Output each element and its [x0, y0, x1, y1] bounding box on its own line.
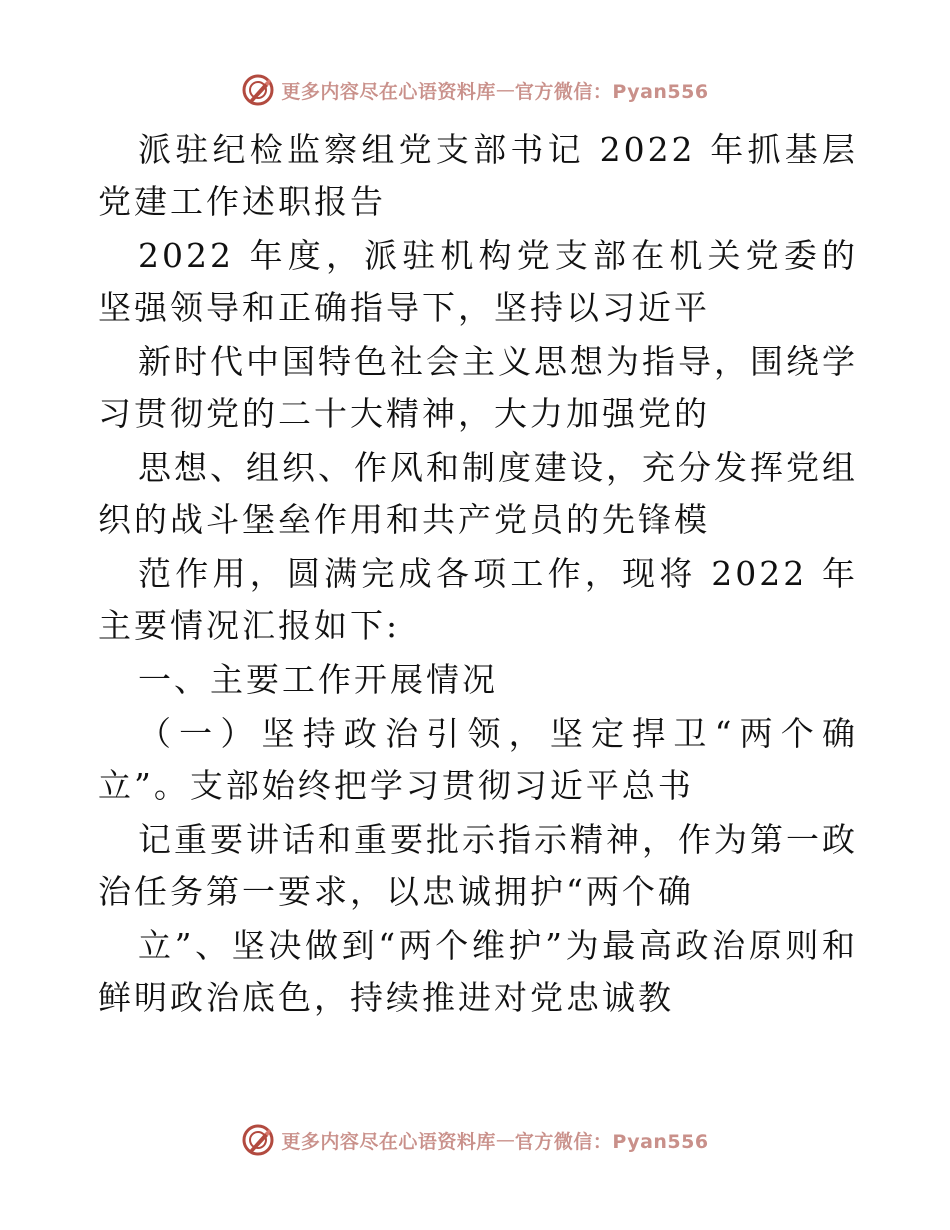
watermark-dash: — — [495, 1129, 515, 1151]
pen-logo-icon — [241, 73, 275, 107]
title-line-2: 工作述职报告 — [170, 182, 386, 221]
paragraph-7: 立”、坚决做到“两个维护”为最高政治原则和鲜明政治底色，持续推进对党忠诚教 — [98, 926, 858, 1017]
paragraph-1: 2022 年度，派驻机构党支部在机关党委的坚强领导和正确指导下，坚持以习近平 — [98, 236, 858, 327]
paragraph-4: 范作用，圆满完成各项工作，现将 2022 年主要情况汇报如下: — [98, 554, 858, 645]
paragraph-5: （一）坚持政治引领，坚定捍卫“两个确立”。支部始终把学习贯彻习近平总书 — [98, 714, 858, 805]
watermark-dash: — — [495, 79, 515, 101]
pen-logo-icon — [241, 1123, 275, 1157]
watermark-contact: 官方微信：Pyan556 — [514, 80, 709, 103]
watermark-slogan: 更多内容尽在心语资料库 — [281, 1130, 496, 1153]
watermark-slogan: 更多内容尽在心语资料库 — [281, 80, 496, 103]
paragraph-6: 记重要讲话和重要批示指示精神，作为第一政治任务第一要求，以忠诚拥护“两个确 — [98, 820, 858, 911]
section-heading: 一、主要工作开展情况 — [138, 660, 498, 699]
paragraph-2: 新时代中国特色社会主义思想为指导，围绕学习贯彻党的二十大精神，大力加强党的 — [98, 342, 858, 433]
title-line-1: 派驻纪检监察组党支部书记 2022 年抓基层党建 — [98, 130, 858, 221]
document-body — [98, 124, 858, 1026]
paragraph-3: 思想、组织、作风和制度建设，充分发挥党组织的战斗堡垒作用和共产党员的先锋模 — [98, 448, 858, 539]
watermark-header — [0, 70, 950, 110]
document-title — [98, 124, 858, 228]
watermark-contact: 官方微信：Pyan556 — [514, 1130, 709, 1153]
watermark-footer — [0, 1120, 950, 1160]
